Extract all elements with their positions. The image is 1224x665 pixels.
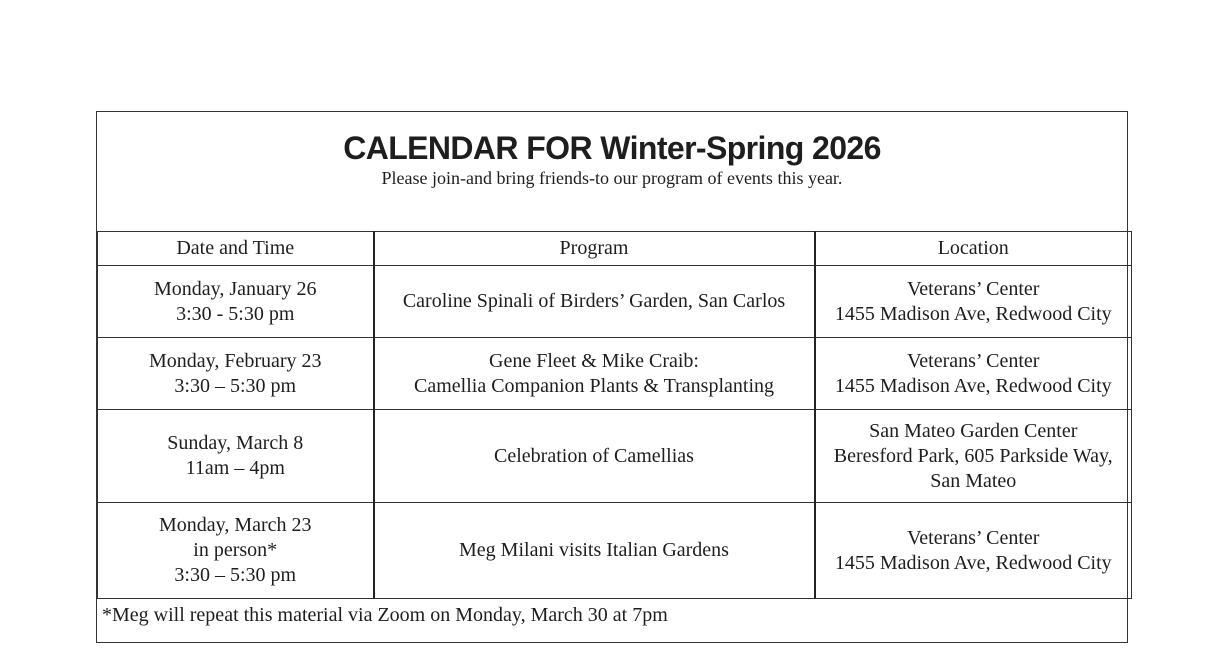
event-location-address: 1455 Madison Ave, Redwood City	[834, 302, 1112, 325]
column-header-program: Program	[374, 232, 815, 266]
event-attendance: in person*	[193, 539, 278, 561]
event-date: Sunday, March 8	[167, 432, 304, 454]
event-program-cell	[374, 338, 815, 410]
event-program-cell	[374, 410, 815, 503]
event-location-name: Veterans’ Center	[907, 277, 1040, 300]
event-location-cell	[815, 338, 1132, 410]
event-time: 11am – 4pm	[185, 457, 285, 479]
event-location-address: 1455 Madison Ave, Redwood City	[834, 551, 1112, 574]
event-date-cell	[98, 410, 374, 503]
event-location-name: Veterans’ Center	[907, 526, 1040, 549]
event-date: Monday, January 26	[153, 277, 317, 300]
event-date-cell	[98, 338, 374, 410]
event-location-cell	[815, 266, 1132, 338]
table-row	[98, 503, 1132, 599]
column-header-location: Location	[815, 232, 1132, 266]
page-title: CALENDAR FOR Winter-Spring 2026	[343, 130, 881, 166]
table-row	[98, 338, 1132, 410]
events-table	[97, 231, 1132, 599]
event-program: Celebration of Camellias	[494, 444, 694, 467]
footnote: *Meg will repeat this material via Zoom on Monday, March 30 at 7pm	[102, 604, 668, 626]
event-location-cell	[815, 410, 1132, 503]
event-date-cell	[98, 503, 374, 599]
event-program-cell	[374, 503, 815, 599]
calendar-header	[97, 112, 1127, 231]
event-location-city: San Mateo	[930, 469, 1017, 492]
event-program: Meg Milani visits Italian Gardens	[459, 539, 729, 561]
page-subtitle: Please join-and bring friends-to our program of events this year.	[381, 168, 843, 188]
event-time: 3:30 – 5:30 pm	[174, 564, 297, 586]
calendar-frame	[96, 111, 1128, 643]
event-program-detail: Camellia Companion Plants & Transplanting	[414, 374, 774, 397]
event-time: 3:30 - 5:30 pm	[176, 302, 295, 325]
event-location-address: Beresford Park, 605 Parkside Way,	[833, 444, 1113, 467]
table-row	[98, 410, 1132, 503]
event-location-cell	[815, 503, 1132, 599]
event-location-address: 1455 Madison Ave, Redwood City	[834, 374, 1112, 397]
event-location-name: Veterans’ Center	[907, 349, 1040, 372]
event-program: Gene Fleet & Mike Craib:	[489, 349, 699, 372]
event-date-cell	[98, 266, 374, 338]
table-header-row	[98, 232, 1132, 266]
event-location-name: San Mateo Garden Center	[869, 419, 1078, 442]
event-program: Caroline Spinali of Birders’ Garden, San Carlos	[402, 290, 786, 312]
event-time: 3:30 – 5:30 pm	[174, 374, 297, 397]
table-row	[98, 266, 1132, 338]
event-date: Monday, March 23	[158, 514, 312, 536]
event-date: Monday, February 23	[148, 349, 322, 372]
event-program-cell	[374, 266, 815, 338]
column-header-date: Date and Time	[98, 232, 374, 266]
